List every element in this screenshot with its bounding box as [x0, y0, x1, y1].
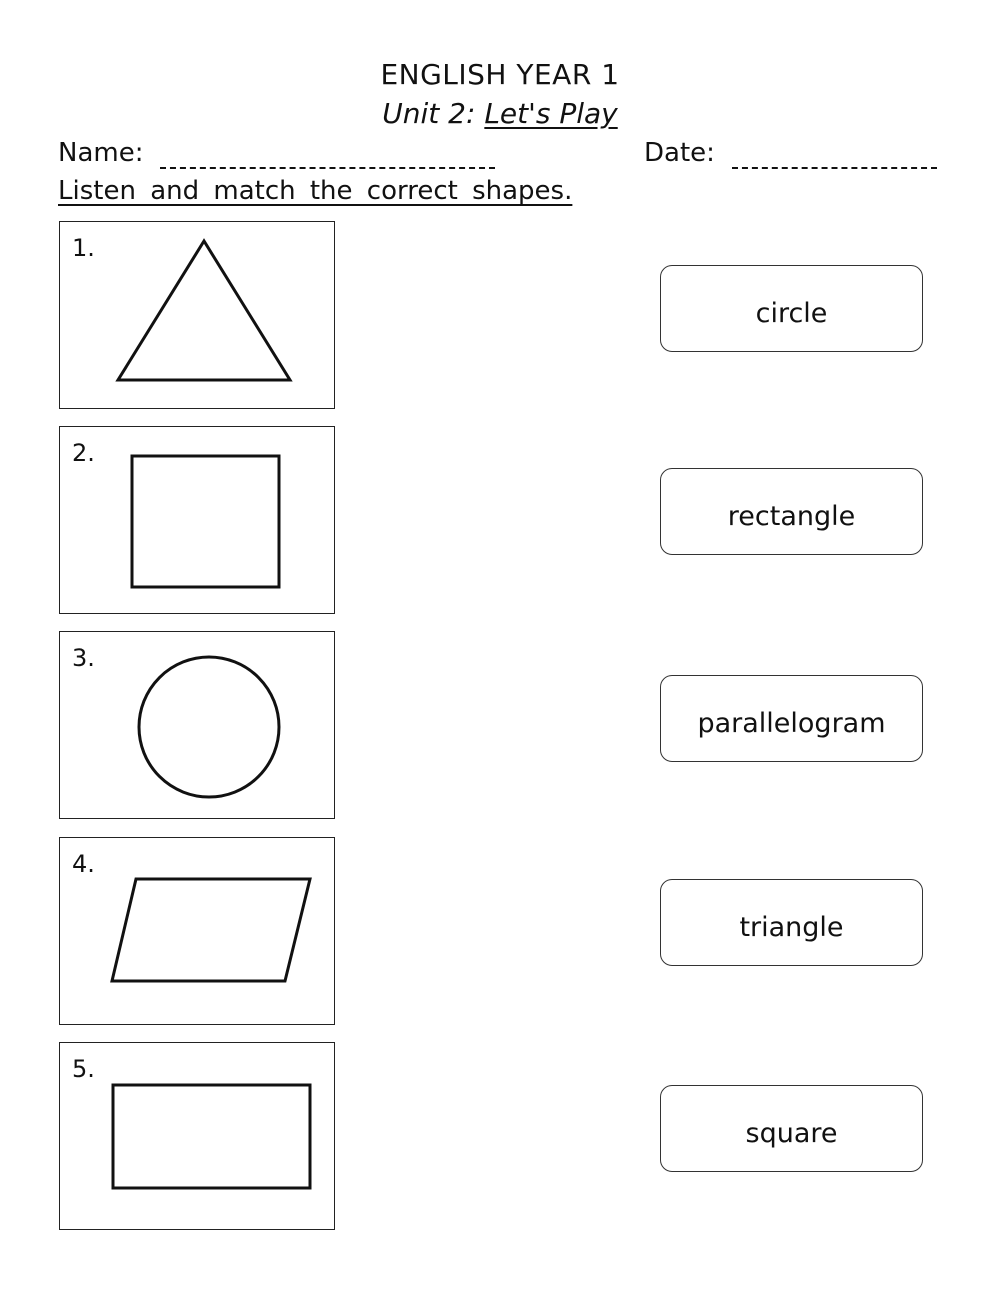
parallelogram-shape: [60, 838, 336, 1026]
word-box-square[interactable]: square: [660, 1085, 923, 1172]
name-label: Name:: [58, 138, 144, 168]
unit-prefix: Unit 2:: [382, 97, 485, 130]
shape-number: 1.: [72, 234, 95, 262]
shape-box-4[interactable]: [59, 837, 335, 1025]
square-shape: [60, 427, 336, 615]
shape-box-1[interactable]: [59, 221, 335, 409]
word-box-triangle[interactable]: triangle: [660, 879, 923, 966]
shape-box-5[interactable]: [59, 1042, 335, 1230]
shape-box-2[interactable]: [59, 426, 335, 614]
shape-number: 4.: [72, 850, 95, 878]
date-blank-line[interactable]: [732, 167, 937, 169]
word-box-rectangle[interactable]: rectangle: [660, 468, 923, 555]
word-box-parallelogram[interactable]: parallelogram: [660, 675, 923, 762]
word-box-circle[interactable]: circle: [660, 265, 923, 352]
name-blank-line[interactable]: [160, 167, 495, 169]
triangle-shape: [60, 222, 336, 410]
date-label: Date:: [644, 138, 715, 168]
shape-box-3[interactable]: [59, 631, 335, 819]
shape-number: 2.: [72, 439, 95, 467]
rectangle-shape: [60, 1043, 336, 1231]
shape-number: 5.: [72, 1055, 95, 1083]
instruction-text: Listen and match the correct shapes.: [58, 176, 573, 206]
circle-shape: [60, 632, 336, 820]
unit-subtitle: [0, 97, 1000, 130]
worksheet-title: ENGLISH YEAR 1: [380, 58, 620, 91]
shape-number: 3.: [72, 644, 95, 672]
unit-name: Let's Play: [484, 97, 618, 130]
